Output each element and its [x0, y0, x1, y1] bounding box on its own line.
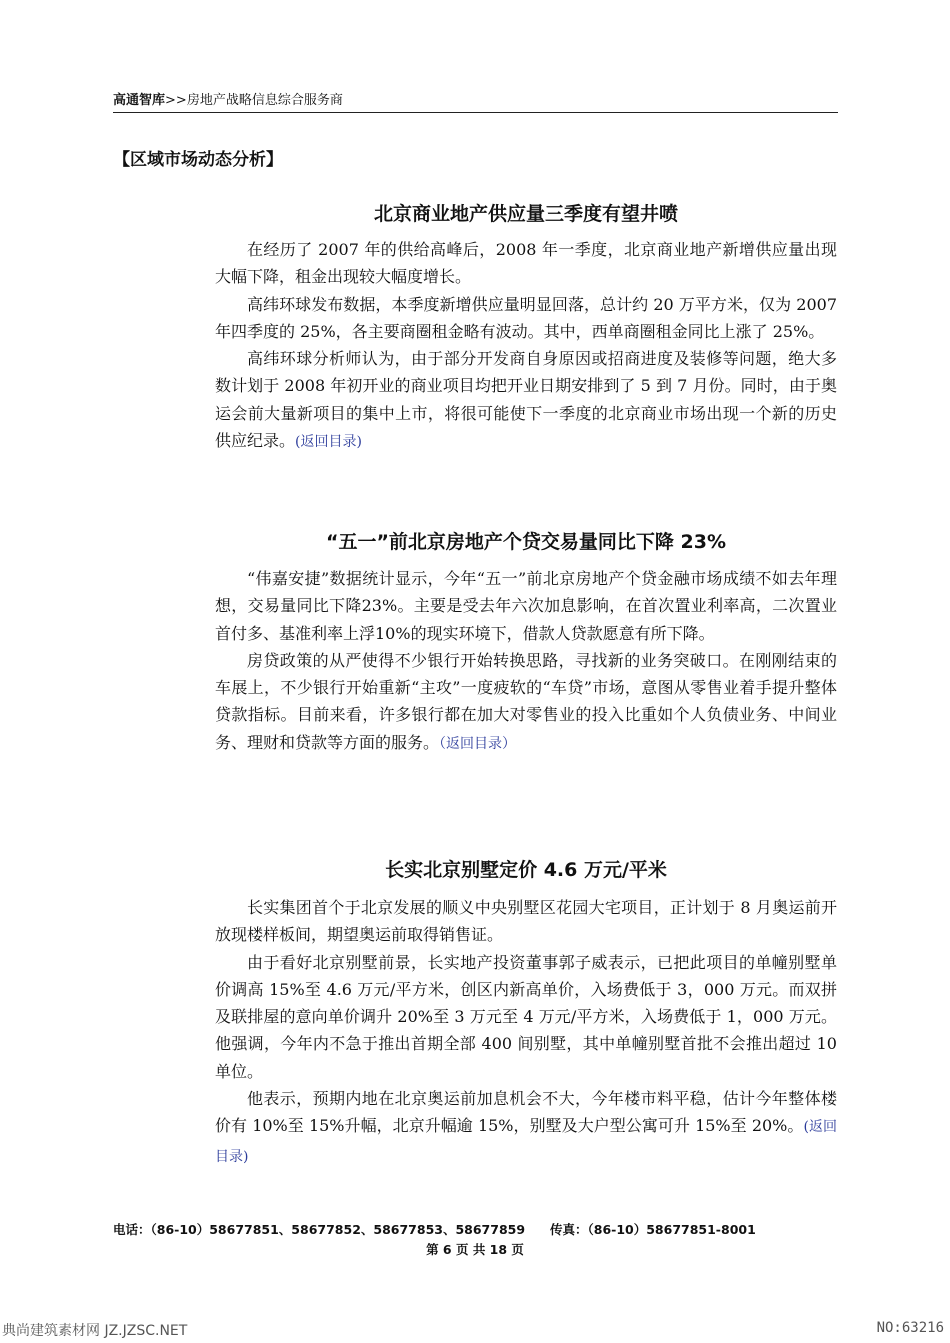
article-paragraph — [215, 647, 837, 758]
article-title: 北京商业地产供应量三季度有望井喷 — [373, 203, 678, 225]
article-paragraph: 长实集团首个于北京发展的顺义中央别墅区花园大宅项目，正计划于 8 月奥运前开放现楼样板间，期望奥运前取得销售证。 — [215, 898, 837, 945]
footer-contact — [113, 1220, 838, 1238]
article-title: 长实北京别墅定价 4.6 万元/平米 — [385, 859, 667, 881]
header-separator: >> — [165, 93, 187, 108]
article-paragraph-text: 高纬环球分析师认为，由于部分开发商自身原因或招商进度及装修等问题，绝大多数计划于 2008 年初开业的商业项目均把开业日期安排到了 5 到 7 月份。同时，由于奥运会前大量新项目的集中上市，将很可能使下一季度的北京商业市场出现一个新的历史供应纪录。 — [215, 349, 837, 451]
footer-fax: 传真：（86-10）58677851-8001 — [550, 1222, 756, 1237]
article-mortgage-volume — [215, 528, 837, 758]
article-paragraph — [215, 345, 837, 456]
article-paragraph: 高纬环球发布数据，本季度新增供应量明显回落，总计约 20 万平方米，仅为 2007 年四季度的 25%，各主要商圈租金略有波动。其中，西单商圈租金同比上涨了 25%。 — [215, 294, 837, 341]
article-paragraph: 由于看好北京别墅前景，长实地产投资董事郭子威表示，已把此项目的单幢别墅单价调高 15%至 4.6 万元/平方米，创区内新高单价，入场费低于 3，000 万元。而双拼及联排屋的意向单价调升 20%至 3 万元至 4 万元/平方米，入场费低于 1，000 万元。他强调，今年内不急于推出首期全部 400 间别墅，其中单幢别墅首批不会推出超过 10 单位。 — [215, 952, 837, 1081]
footer-phone: 电话：（86-10）58677851、58677852、58677853、58677859 — [113, 1222, 526, 1237]
back-to-toc-link[interactable]: (返回目录) — [215, 1119, 837, 1165]
article-paragraph: “伟嘉安捷”数据统计显示，今年“五一”前北京房地产个贷金融市场成绩不如去年理想，交易量同比下降23%。主要是受去年六次加息影响，在首次置业利率高，二次置业首付多、基准利率上浮10%的现实环境下，借款人贷款愿意有所下降。 — [215, 569, 837, 643]
header-brand: 高通智库 — [113, 93, 166, 108]
article-paragraph: 在经历了 2007 年的供给高峰后，2008 年一季度，北京商业地产新增供应量出现大幅下降，租金出现较大幅度增长。 — [215, 240, 837, 287]
page-header — [113, 90, 838, 113]
header-tagline: 房地产战略信息综合服务商 — [186, 93, 343, 108]
section-title: 【区域市场动态分析】 — [113, 150, 283, 170]
article-villa-pricing — [215, 856, 837, 1171]
article-paragraph-text: 房贷政策的从严使得不少银行开始转换思路，寻找新的业务突破口。在刚刚结束的车展上，不少银行开始重新“主攻”一度疲软的“车贷”市场，意图从零售业着手提升整体贷款指标。目前来看，许多银行都在加大对零售业的投入比重如个人负债业务、中间业务、理财和贷款等方面的服务。 — [215, 650, 837, 752]
article-paragraph — [215, 1085, 837, 1171]
article-paragraph-text: 他表示，预期内地在北京奥运前加息机会不大，今年楼市料平稳，估计今年整体楼价有 10%至 15%升幅，北京升幅逾 15%，别墅及大户型公寓可升 15%至 20%。 — [215, 1089, 837, 1136]
watermark-left: 典尚建筑素材网 JZ.JZSC.NET — [2, 1323, 188, 1339]
article-title: “五一”前北京房地产个贷交易量同比下降 23% — [325, 531, 727, 553]
article-commercial-supply — [215, 200, 837, 456]
page-number: 第 6 页 共 18 页 — [426, 1242, 524, 1257]
back-to-toc-link[interactable]: (返回目录) — [295, 434, 362, 451]
watermark-right: NO:63216 — [876, 1320, 944, 1336]
back-to-toc-link[interactable]: （返回目录） — [439, 735, 517, 752]
